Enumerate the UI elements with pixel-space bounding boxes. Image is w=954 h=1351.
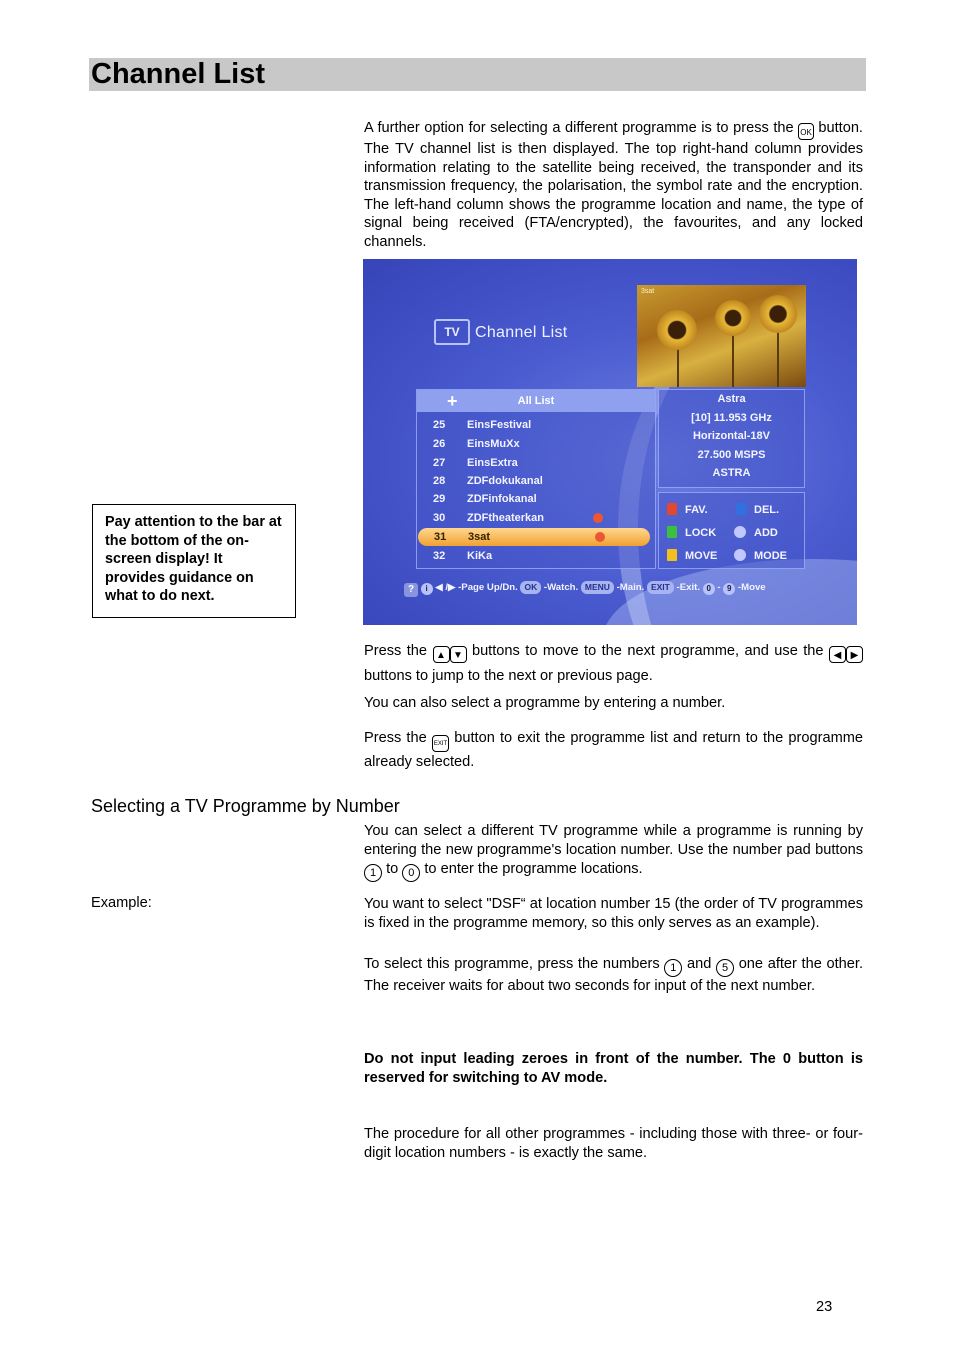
list-header-label: All List [517,395,555,407]
channel-row[interactable] [417,416,655,434]
flower-image [715,300,751,336]
exit-label: -Exit. [676,582,701,593]
dash: - [717,582,721,593]
mode-label: MODE [754,550,787,562]
channel-name: ZDFdokukanal [467,475,543,487]
channel-number: 25 [433,419,446,431]
left-arrow-key-icon: ◀ [829,646,846,663]
satellite-name: Astra [717,393,746,405]
right-arrow-key-icon: ▶ [846,646,863,663]
section-heading: Selecting a TV Programme by Number [91,796,400,816]
intro-text-b: button. The TV channel list is then displayed. The top right-hand column provides information relating to the satellite being received, the transponder and its transmission frequency, the polarisation, the symbol rate and the encryption. The left-hand column shows the programme location and name, the type of signal being received (FTA/encrypted), the favourites, and any locked channels. [364,120,863,250]
pause-icon [734,549,746,561]
lock-icon [595,532,605,542]
channel-row[interactable] [417,547,655,565]
mode-option[interactable] [734,549,787,563]
channel-number: 28 [433,475,446,487]
move-label: -Move [737,582,766,593]
page-number: 23 [816,1299,833,1315]
number-5-key-icon: 5 [716,959,734,977]
channel-name: ZDFinfokanal [467,493,537,505]
options-panel [658,492,805,569]
channel-name: EinsExtra [467,457,518,469]
note-box [92,504,296,618]
symbol-rate: 27.500 MSPS [697,448,766,461]
del-option[interactable] [736,503,779,517]
exit-paragraph [364,728,863,772]
up-arrow-key-icon: ▲ [433,646,450,663]
channel-row[interactable] [417,454,655,472]
satellite-info-panel [658,389,805,488]
section-text-a: You can select a different TV programme while a programme is running by entering the new programme's location number. Use the number pad buttons [364,823,863,858]
exit-key-icon: EXIT [647,581,674,594]
section-text-b: to enter the programme locations. [424,861,643,877]
transponder-frequency: [10] 11.953 GHz [691,411,772,424]
to-word: to [386,861,399,877]
channel-name: KiKa [467,550,493,562]
channel-logo: 3sat [641,288,655,295]
page-title: Channel List [91,58,266,90]
example-text: You want to select "DSF“ at location number 15 (the order of TV programmes is fixed in the programme memory, so this only serves as an example). [364,896,863,931]
tv-screen-title: Channel List [475,324,568,341]
polarisation: Horizontal-18V [692,430,770,443]
note-text: Pay attention to the bar at the bottom of the on-screen display! It provides guidance on what to do next. [105,514,282,604]
down-arrow-key-icon: ▼ [450,646,467,663]
ok-key-icon: OK [520,581,541,594]
procedure-text: The procedure for all other programmes - including those with three- or four-digit location numbers - is exactly the same. [364,1126,863,1161]
channel-number: 30 [433,512,446,524]
nav-text-c: buttons to jump to the next or previous page. [364,668,653,684]
menu-key-icon: MENU [581,581,614,594]
info-icon: i [421,583,433,595]
nav-text-b: buttons to move to the next programme, and use the [471,643,824,659]
main-label: -Main. [616,582,645,593]
nav-text-a: Press the [364,643,428,659]
channel-number: 32 [433,550,446,562]
page-label: -Page Up/Dn. [458,582,518,593]
encryption: ASTRA [712,467,751,480]
channel-list-panel [416,389,656,569]
intro-text-a: A further option for selecting a different programme is to press the [364,120,794,136]
example-label: Example: [91,895,152,911]
select-text-a: To select this programme, press the numbers [364,956,660,972]
video-preview [637,285,806,387]
ok-key-icon: OK [798,123,814,140]
navigation-paragraph [364,639,863,689]
guidance-bar [404,579,844,597]
warning-text: Do not input leading zeroes in front of the number. The 0 button is reserved for switching to AV mode. [364,1051,863,1086]
plus-icon: + [447,391,458,411]
move-label: MOVE [685,550,718,562]
select-numbers-paragraph [364,955,863,996]
example-paragraph [364,895,863,932]
flower-image [759,295,797,333]
add-option[interactable] [734,526,778,540]
number-select-paragraph [364,694,863,713]
help-icon: ? [404,583,418,597]
warning-paragraph [364,1050,863,1087]
tv-icon: TV [434,319,470,345]
yellow-key-icon [667,549,677,561]
page-arrows-icon: ◀ /▶ [435,582,456,593]
select-text-b: one after the other. The receiver waits for about two seconds for input of the next number. [364,956,864,994]
channel-row-selected[interactable] [418,528,650,546]
channel-number: 29 [433,493,446,505]
channel-number: 31 [434,531,447,543]
channel-name: 3sat [468,531,491,543]
record-icon [734,526,746,538]
lock-option[interactable] [667,526,716,540]
del-label: DEL. [754,504,780,516]
lock-icon [593,513,603,523]
number-0-key-icon: 0 [402,864,420,882]
and-word: and [686,956,712,972]
flower-image [657,310,697,350]
move-option[interactable] [667,549,717,563]
number-1-key-icon: 1 [364,864,382,882]
zero-key-icon: 0 [703,583,715,595]
blue-key-icon [736,503,746,515]
watch-label: -Watch. [543,582,579,593]
add-label: ADD [754,527,778,539]
number-select-text: You can also select a programme by entering a number. [364,695,726,711]
channel-number: 26 [433,438,446,450]
tv-channel-list-screenshot [363,259,857,625]
lock-label: LOCK [685,527,717,539]
channel-row[interactable] [417,490,655,508]
red-key-icon [667,503,677,515]
fav-label: FAV. [685,504,708,516]
channel-row[interactable] [417,435,655,453]
channel-row[interactable] [417,509,655,527]
exit-text-b: button to exit the programme list and return to the programme already selected. [364,730,863,770]
channel-name: EinsFestival [467,419,532,431]
fav-option[interactable] [667,503,708,517]
channel-name: ZDFtheaterkan [467,512,545,524]
intro-paragraph [364,119,863,251]
channel-number: 27 [433,457,446,469]
green-key-icon [667,526,677,538]
header-bar [89,58,866,91]
procedure-paragraph [364,1125,863,1162]
number-1-key-icon: 1 [664,959,682,977]
exit-key-icon: EXIT [432,735,449,752]
list-header [417,390,655,412]
nine-key-icon: 9 [723,583,735,595]
section-paragraph-1 [364,822,863,882]
channel-name: EinsMuXx [467,438,520,450]
exit-text-a: Press the [364,730,427,746]
channel-row[interactable] [417,472,655,490]
